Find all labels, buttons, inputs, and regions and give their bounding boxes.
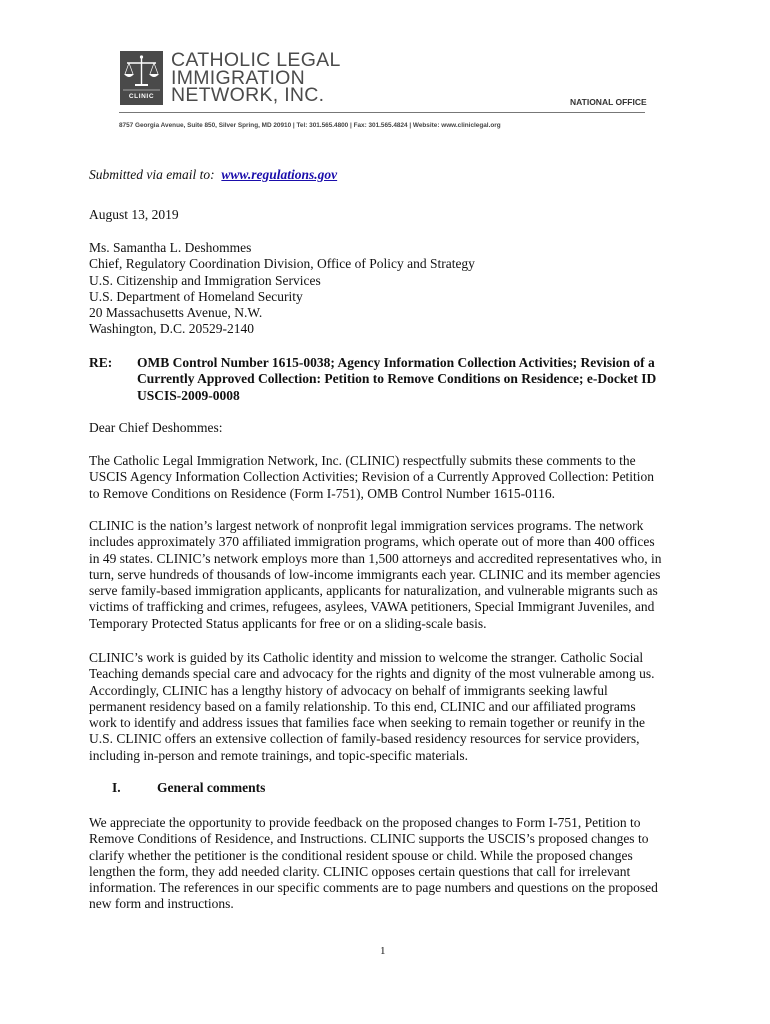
paragraph-line: Teaching demands special care and advocacy for the rights and dignity of the most vulnerable among us.: [89, 666, 655, 682]
paragraph-general-comments: [89, 815, 683, 913]
paragraph-line: includes approximately 370 affiliated immigration programs, which operate out of more than 400 offices: [89, 534, 655, 550]
re-subject-line: OMB Control Number 1615-0038; Agency Information Collection Activities; Revision of a: [137, 355, 655, 370]
organization-logo: [120, 51, 163, 105]
paragraph-line: CLINIC’s work is guided by its Catholic identity and mission to welcome the stranger. Catholic Social: [89, 650, 644, 665]
paragraph-line: serve family-based immigration applicants, applicants for naturalization, and vulnerable migrants such as: [89, 583, 658, 599]
addressee-line: Washington, D.C. 20529-2140: [89, 321, 255, 337]
section-title: General comments: [157, 780, 266, 795]
letter-date: August 13, 2019: [89, 207, 179, 222]
paragraph-line: lengthen the form, they add needed clarity. CLINIC opposes certain questions that call for irrelevant: [89, 863, 631, 879]
paragraph-line: Accordingly, CLINIC has a lengthy history of advocacy on behalf of immigrants seeking lawful: [89, 682, 608, 698]
paragraph-line: permanent residency based on a family relationship. To this end, CLINIC and our affiliated programs: [89, 698, 636, 714]
org-name-line-3: NETWORK, INC.: [171, 84, 325, 106]
paragraph-line: victims of trafficking and crimes, refugees, asylees, VAWA petitioners, Special Immigrant Juveniles, and: [89, 599, 655, 615]
paragraph-line: information. The references in our specific comments are to page numbers and questions on the proposed: [89, 880, 658, 896]
paragraph-line: Temporary Protected Status applicants for free or on a sliding-scale basis.: [89, 615, 487, 631]
org-name-line-1: CATHOLIC LEGAL: [171, 49, 341, 71]
paragraph-network: [89, 518, 683, 632]
paragraph-line: work to identify and address issues that families face when seeking to remain together or reunify in the: [89, 715, 645, 731]
letterhead-divider: [119, 112, 645, 113]
addressee-line: 20 Massachusetts Avenue, N.W.: [89, 305, 263, 321]
section-number: I.: [112, 780, 121, 795]
submitted-prefix: Submitted via email to:: [89, 167, 222, 182]
re-label: RE:: [89, 355, 113, 370]
letterhead-address: 8757 Georgia Avenue, Suite 850, Silver Spring, MD 20910 | Tel: 301.565.4800 | Fax: 301.565.4824 | Website: www.cliniclegal.org: [119, 122, 501, 129]
page-number: 1: [380, 945, 386, 957]
addressee-line: Ms. Samantha L. Deshommes: [89, 240, 252, 255]
office-label: NATIONAL OFFICE: [570, 97, 647, 107]
re-subject-line: USCIS-2009-0008: [137, 387, 240, 403]
paragraph-line: to Remove Conditions on Residence (Form I-751), OMB Control Number 1615-0116.: [89, 485, 555, 501]
re-subject-line: Currently Approved Collection: Petition to Remove Conditions on Residence; e-Docket ID: [137, 371, 657, 387]
paragraph-mission: [89, 650, 683, 764]
addressee-block: [89, 240, 683, 338]
scales-of-justice-icon: [120, 51, 163, 105]
paragraph-line: new form and instructions.: [89, 896, 234, 912]
paragraph-line: including in-person and remote trainings, and topic-specific materials.: [89, 747, 469, 763]
paragraph-line: The Catholic Legal Immigration Network, Inc. (CLINIC) respectfully submits these comments to the: [89, 453, 636, 468]
paragraph-line: turn, serve hundreds of thousands of low-income immigrants each year. CLINIC and its member agencies: [89, 566, 661, 582]
regulations-gov-link[interactable]: www.regulations.gov: [221, 167, 338, 182]
paragraph-line: CLINIC is the nation’s largest network of nonprofit legal immigration services programs. The network: [89, 518, 644, 533]
paragraph-intro: [89, 453, 683, 502]
paragraph-line: clarify whether the petitioner is the conditional resident spouse or child. While the proposed changes: [89, 847, 633, 863]
re-subject: [137, 355, 687, 404]
addressee-line: Chief, Regulatory Coordination Division, Office of Policy and Strategy: [89, 256, 475, 272]
paragraph-line: U.S. CLINIC offers an extensive collection of family-based residency resources for service providers,: [89, 731, 640, 747]
submitted-line: [89, 167, 683, 183]
addressee-line: U.S. Department of Homeland Security: [89, 288, 303, 304]
org-name-line-2: IMMIGRATION: [171, 67, 306, 89]
paragraph-line: We appreciate the opportunity to provide feedback on the proposed changes to Form I-751, Petition to: [89, 815, 641, 830]
paragraph-line: Remove Conditions of Residence, and Instructions. CLINIC supports the USCIS’s proposed changes to: [89, 831, 649, 847]
addressee-line: U.S. Citizenship and Immigration Services: [89, 272, 321, 288]
salutation: Dear Chief Deshommes:: [89, 420, 223, 435]
logo-wordmark: CLINIC: [128, 93, 155, 100]
paragraph-line: in 49 states. CLINIC’s network employs more than 1,500 attorneys and accredited representatives who, in: [89, 550, 662, 566]
paragraph-line: USCIS Agency Information Collection Activities; Revision of a Currently Approved Collection: Petition: [89, 469, 655, 485]
